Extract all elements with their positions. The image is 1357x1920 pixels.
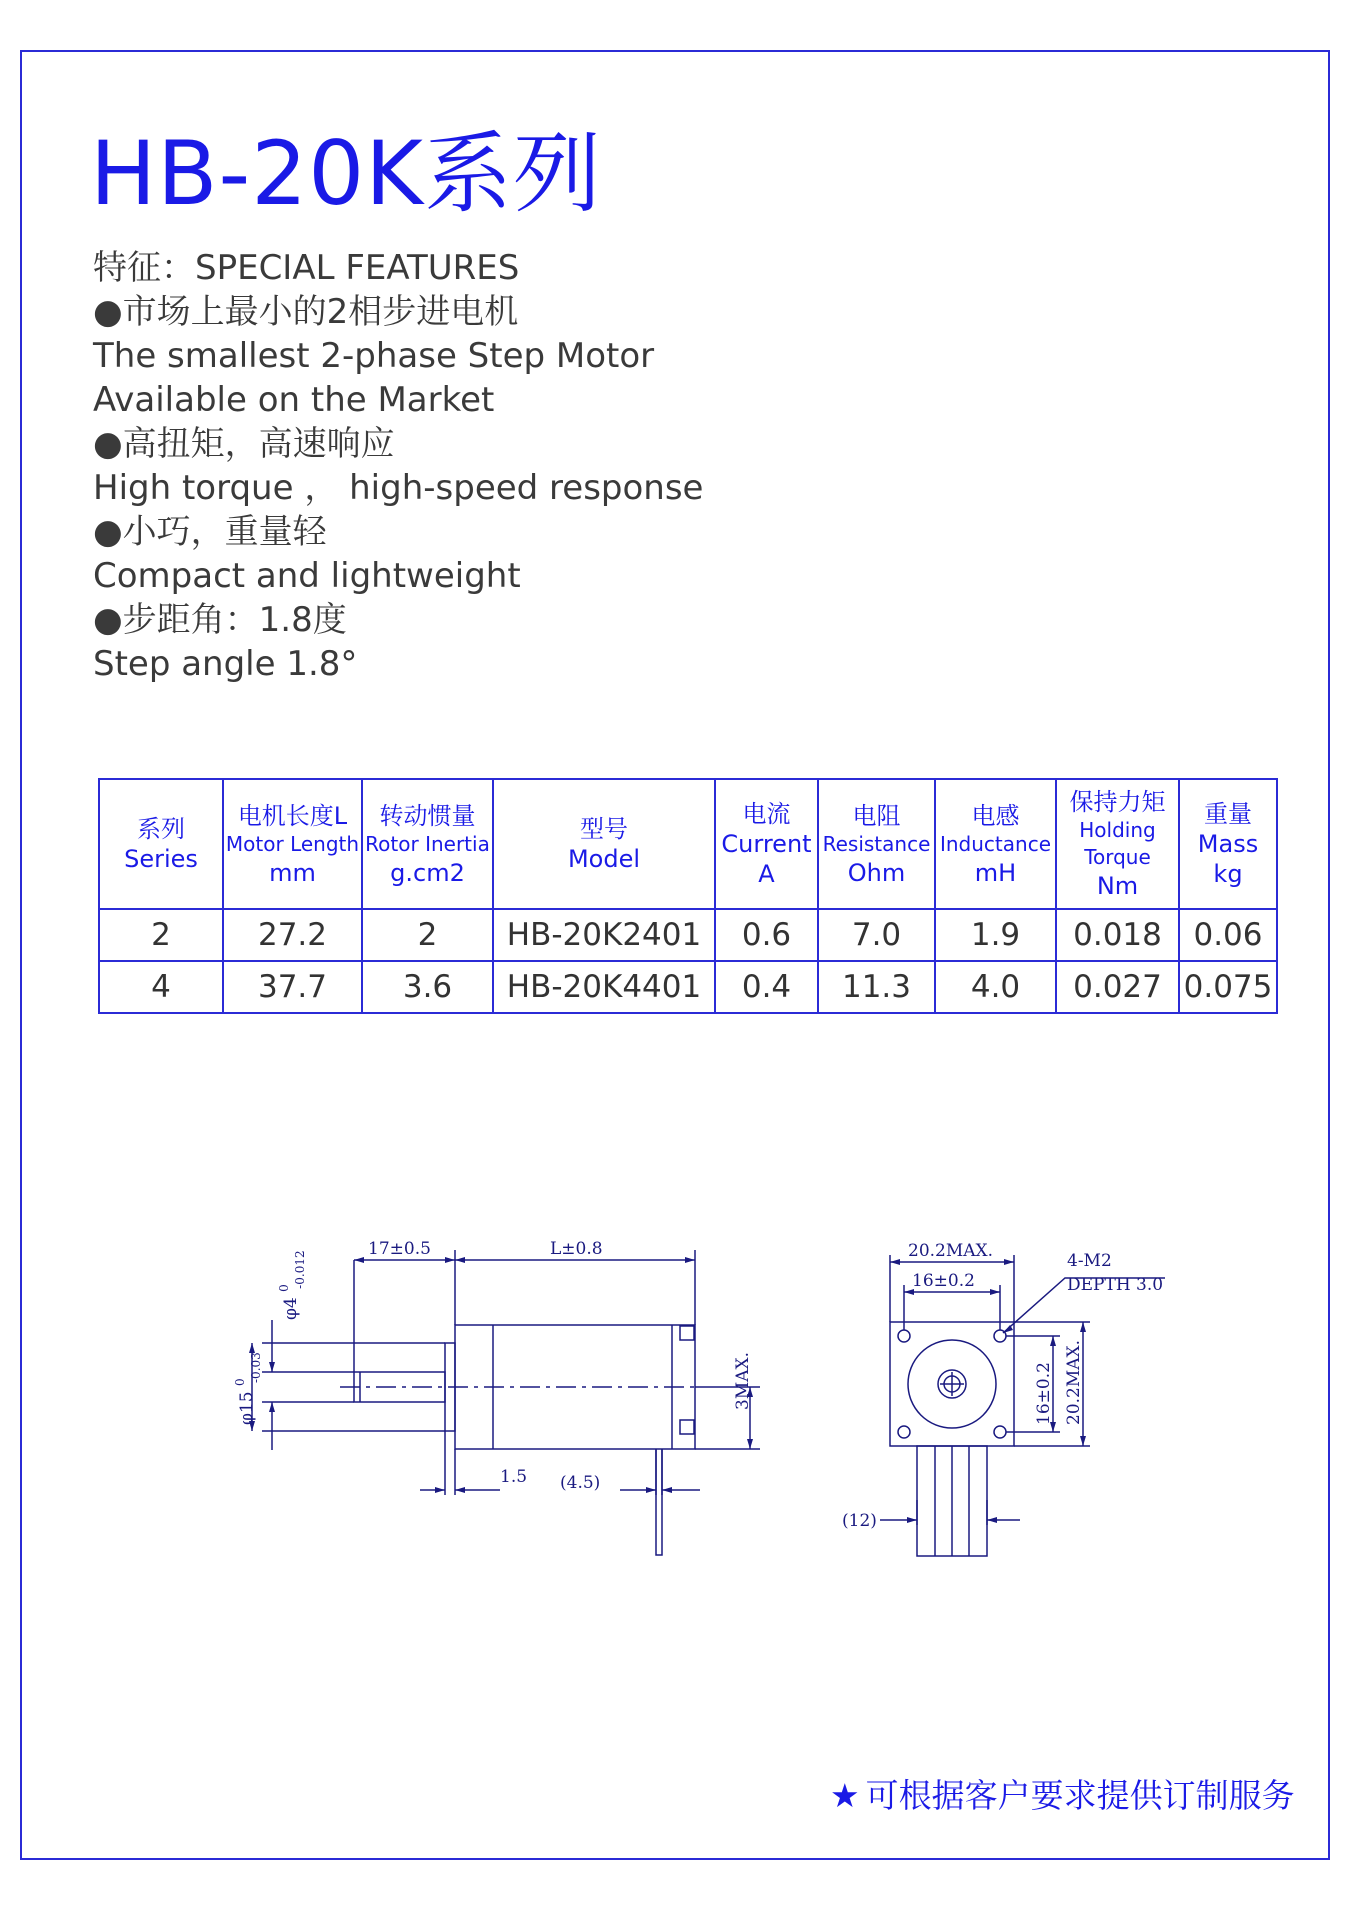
dim-hole-pitch: 16±0.2 [912,1271,975,1291]
header-holding-torque: 保持力矩 Holding Torque Nm [1056,779,1179,909]
cell-torque: 0.027 [1056,961,1179,1013]
feature-line: High torque ， high-speed response [93,468,704,508]
cell-mass: 0.06 [1179,909,1277,961]
feature-line: ●小巧，重量轻 [93,512,327,552]
front-view [880,1255,1165,1556]
cell-mass: 0.075 [1179,961,1277,1013]
cell-length: 27.2 [223,909,362,961]
star-icon: ★ [830,1776,860,1815]
dim-thread: 4-M2 [1067,1251,1112,1271]
dim-wire-offset: (4.5) [560,1473,601,1493]
cell-model: HB-20K2401 [493,909,715,961]
dim-front-height: 20.2MAX. [1064,1339,1084,1425]
cell-inertia: 3.6 [362,961,493,1013]
page-title: HB-20K系列 [90,122,602,225]
cell-model: HB-20K4401 [493,961,715,1013]
header-current: 电流 Current A [715,779,818,909]
cell-inductance: 1.9 [935,909,1056,961]
cell-series: 4 [99,961,223,1013]
cell-resistance: 7.0 [818,909,935,961]
dim-front-width: 20.2MAX. [908,1241,994,1261]
cell-resistance: 11.3 [818,961,935,1013]
features-heading: 特征：SPECIAL FEATURES [93,248,520,288]
cell-length: 37.7 [223,961,362,1013]
feature-line: Step angle 1.8° [93,644,358,684]
feature-line: The smallest 2-phase Step Motor [93,336,655,376]
header-series: 系列 Series [99,779,223,909]
cell-inductance: 4.0 [935,961,1056,1013]
header-model: 型号 Model [493,779,715,909]
mounting-hole [994,1426,1006,1438]
cell-current: 0.6 [715,909,818,961]
feature-line: ●高扭矩，高速响应 [93,424,395,464]
mounting-hole [898,1330,910,1342]
cell-inertia: 2 [362,909,493,961]
dim-lead-width: (12) [842,1511,877,1531]
mounting-hole [898,1426,910,1438]
cell-current: 0.4 [715,961,818,1013]
dim-boss-length: 1.5 [500,1467,528,1487]
feature-line: ●市场上最小的2相步进电机 [93,292,519,332]
dim-body-length: L±0.8 [550,1239,603,1259]
dim-depth: DEPTH 3.0 [1067,1275,1164,1295]
header-inductance: 电感 Inductance mH [935,779,1056,909]
feature-line: Available on the Market [93,380,495,420]
cell-series: 2 [99,909,223,961]
cell-torque: 0.018 [1056,909,1179,961]
dim-boss-dia: φ15 $^0$ -0.03 [233,1352,263,1425]
dim-wire-max: 3MAX. [733,1351,753,1410]
dim-shaft-dia: φ4 $^0$ -0.012 [277,1250,307,1320]
footer-text: 可根据客户要求提供订制服务 [865,1776,1295,1815]
dimension-arrows [249,1257,1086,1523]
footer-note [830,1770,1295,1817]
feature-line: ●步距角：1.8度 [93,600,347,640]
feature-line: Compact and lightweight [93,556,521,596]
header-rotor-inertia: 转动惯量 Rotor Inertia g.cm2 [362,779,493,909]
dim-hole-pitch-vertical: 16±0.2 [1034,1362,1054,1425]
header-motor-length: 电机长度L Motor Length mm [223,779,362,909]
side-view [252,1250,760,1555]
dim-shaft-length: 17±0.5 [368,1239,431,1259]
header-resistance: 电阻 Resistance Ohm [818,779,935,909]
header-mass: 重量 Mass kg [1179,779,1277,909]
